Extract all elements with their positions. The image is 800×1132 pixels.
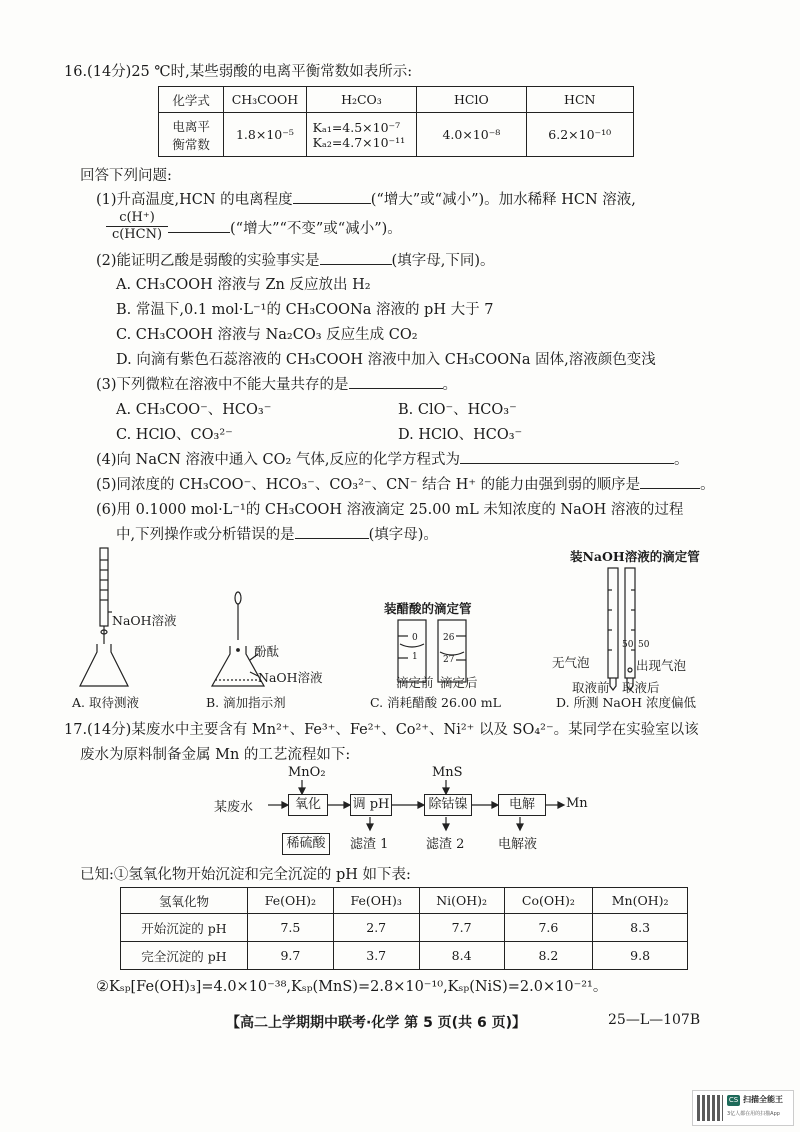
part2-text2: (填字母,下同)。 (391, 253, 495, 269)
fraction (106, 210, 168, 243)
flow-electrolysis: 电解 (498, 794, 546, 816)
label-b2: NaOH溶液 (258, 670, 323, 685)
answer-blank[interactable] (295, 524, 369, 539)
table-header: 化学式 (159, 87, 224, 113)
ka-table (158, 86, 634, 157)
table-cell: 2.7 (333, 914, 419, 942)
flow-mns: MnS (432, 765, 463, 780)
scale-c26: 26 (443, 633, 455, 643)
bubble-label: 出现气泡 (636, 658, 687, 673)
before-d: 取液前 (572, 680, 610, 695)
table-cell: 1.8×10⁻⁵ (224, 113, 306, 157)
q16-part1-b (168, 217, 402, 238)
answer-blank[interactable] (320, 250, 392, 265)
scale-c0: 0 (412, 633, 418, 643)
row-label: 开始沉淀的 pH (121, 914, 248, 942)
badge-subtitle: 3亿人都在用的扫描App (727, 1111, 780, 1117)
caption-b: B. 滴加指示剂 (206, 695, 286, 710)
option-c: C. CH₃COOH 溶液与 Na₂CO₃ 反应生成 CO₂ (116, 327, 418, 343)
option-b: B. ClO⁻、HCO₃⁻ (398, 402, 517, 418)
scanner-badge (692, 1090, 794, 1126)
table-cell: 6.2×10⁻¹⁰ (526, 113, 634, 157)
page-footer: 【高二上学期期中联考·化学 第 5 页(共 6 页)】 (226, 1015, 526, 1031)
table-cell (306, 113, 417, 157)
scale-c27: 27 (443, 655, 455, 665)
caption-d: D. 所测 NaOH 浓度偏低 (556, 695, 697, 710)
label-a: NaOH溶液 (112, 613, 177, 628)
part4-end: 。 (674, 452, 689, 468)
answer-blank[interactable] (640, 474, 700, 489)
label-b1: 酚酞 (254, 644, 280, 659)
table-cell: 7.5 (248, 914, 334, 942)
caption-a: A. 取待测液 (72, 695, 139, 710)
ka1: Kₐ₁=4.5×10⁻⁷ (312, 119, 401, 135)
part5-end: 。 (700, 477, 715, 493)
q17-line2: 废水为原料制备金属 Mn 的工艺流程如下: (80, 747, 351, 763)
exam-code: 25—L—107B (608, 1012, 701, 1028)
table-cell: 8.2 (504, 942, 593, 970)
title-c: 装醋酸的滴定管 (384, 601, 472, 616)
flow-oxidation: 氧化 (288, 794, 328, 816)
title-d: 装NaOH溶液的滴定管 (570, 549, 700, 564)
table-header: HCN (526, 87, 634, 113)
table-header: 氢氧化物 (121, 888, 248, 914)
badge-title: 扫描全能王 (743, 1095, 783, 1104)
row-label: 完全沉淀的 pH (121, 942, 248, 970)
after-d: 取液后 (622, 680, 660, 695)
no-bubble-label: 无气泡 (552, 655, 590, 670)
q16-part4 (96, 448, 689, 469)
flow-adjust-ph: 调 pH (350, 794, 392, 816)
flowchart-arrows (0, 760, 800, 850)
q17-known: 已知:①氢氧化物开始沉淀和完全沉淀的 pH 如下表: (80, 867, 411, 883)
flow-mno2: MnO₂ (288, 765, 326, 780)
table-cell: 4.0×10⁻⁸ (417, 113, 526, 157)
answer-blank[interactable] (293, 189, 371, 204)
answer-blank[interactable] (460, 449, 674, 464)
before-c: 滴定前 (396, 675, 434, 690)
q17-ksp: ②Kₛₚ[Fe(OH)₃]=4.0×10⁻³⁸,Kₛₚ(MnS)=2.8×10⁻¹⁰,Kₛₚ(NiS)=2.0×10⁻²¹。 (96, 979, 608, 995)
scale-c1: 1 (412, 652, 418, 662)
table-header: Fe(OH)₂ (248, 888, 334, 914)
table-header: H₂CO₃ (306, 87, 417, 113)
table-cell: 8.4 (419, 942, 504, 970)
part3-text: (3)下列微粒在溶液中不能大量共存的是 (96, 377, 349, 393)
figure-b (212, 592, 264, 686)
row-label-1: 电离平 (172, 118, 210, 134)
table-cell (159, 113, 224, 157)
part1-text: (1)升高温度,HCN 的电离程度 (96, 192, 293, 208)
table-cell: 3.7 (333, 942, 419, 970)
table-cell: 8.3 (593, 914, 688, 942)
flow-residue2: 滤渣 2 (426, 837, 465, 852)
table-cell: 9.8 (593, 942, 688, 970)
option-c: C. HClO、CO₃²⁻ (116, 427, 233, 443)
part2-text: (2)能证明乙酸是弱酸的实验事实是 (96, 253, 320, 269)
table-header: Mn(OH)₂ (593, 888, 688, 914)
option-d: D. 向滴有紫色石蕊溶液的 CH₃COOH 溶液中加入 CH₃COONa 固体,溶液颜色变浅 (116, 352, 656, 368)
scale-d50a: 50 (622, 640, 634, 650)
table-cell: 9.7 (248, 942, 334, 970)
answer-blank[interactable] (168, 218, 230, 233)
option-d: D. HClO、HCO₃⁻ (398, 427, 523, 443)
table-cell: 7.7 (419, 914, 504, 942)
q16-part2 (96, 249, 494, 270)
part5-text: (5)同浓度的 CH₃COO⁻、HCO₃⁻、CO₃²⁻、CN⁻ 结合 H⁺ 的能力由强到弱的顺序是 (96, 477, 641, 493)
qr-code-icon (697, 1095, 723, 1121)
part1-text3: (“增大”“不变”或“减小”)。 (230, 221, 402, 237)
scale-d50b: 50 (638, 640, 650, 650)
table-cell: 7.6 (504, 914, 593, 942)
table-header: Ni(OH)₂ (419, 888, 504, 914)
option-a: A. CH₃COOH 溶液与 Zn 反应放出 H₂ (116, 277, 371, 293)
part4-text: (4)向 NaCN 溶液中通入 CO₂ 气体,反应的化学方程式为 (96, 452, 460, 468)
q16-part5 (96, 473, 715, 494)
q17-line1: 17.(14分)某废水中主要含有 Mn²⁺、Fe³⁺、Fe²⁺、Co²⁺、Ni²⁺ 以及 SO₄²⁻。某同学在实验室以该 (64, 722, 699, 738)
answer-blank[interactable] (349, 374, 443, 389)
flow-acid: 稀硫酸 (282, 833, 330, 855)
table-header: Fe(OH)₃ (333, 888, 419, 914)
flow-mn: Mn (566, 796, 588, 811)
part1-text2: (“增大”或“减小”)。加水稀释 HCN 溶液, (370, 192, 636, 208)
flow-residue1: 滤渣 1 (350, 837, 389, 852)
table-header: CH₃COOH (224, 87, 306, 113)
flow-start: 某废水 (214, 800, 254, 815)
q16-part1 (96, 188, 636, 209)
table-header: Co(OH)₂ (504, 888, 593, 914)
fraction-numerator: c(H⁺) (106, 210, 168, 227)
q16-header: 16.(14分)25 ℃时,某些弱酸的电离平衡常数如表所示: (64, 64, 413, 80)
option-a: A. CH₃COO⁻、HCO₃⁻ (116, 402, 272, 418)
q16-part3 (96, 373, 457, 394)
flow-electrolyte: 电解液 (498, 837, 538, 852)
figure-d (608, 568, 635, 690)
flow-remove-co-ni: 除钴镍 (424, 794, 472, 816)
part6-text: 中,下列操作或分析错误的是 (116, 527, 295, 543)
row-label-2: 衡常数 (172, 136, 210, 152)
ka2: Kₐ₂=4.7×10⁻¹¹ (312, 134, 406, 150)
part6-text2: (填字母)。 (368, 527, 438, 543)
table-header: HClO (417, 87, 526, 113)
option-b: B. 常温下,0.1 mol·L⁻¹的 CH₃COONa 溶液的 pH 大于 7 (116, 302, 494, 318)
q16-part6: (6)用 0.1000 mol·L⁻¹的 CH₃COOH 溶液滴定 25.00 mL 未知浓度的 NaOH 溶液的过程 (96, 502, 684, 518)
ph-table (120, 887, 688, 970)
part3-end: 。 (442, 377, 458, 393)
q16-intro: 回答下列问题: (80, 168, 172, 184)
after-c: 滴定后 (440, 675, 478, 690)
fraction-denominator: c(HCN) (111, 227, 163, 242)
caption-c: C. 消耗醋酸 26.00 mL (370, 695, 501, 710)
brand-logo: CS (728, 1096, 739, 1104)
